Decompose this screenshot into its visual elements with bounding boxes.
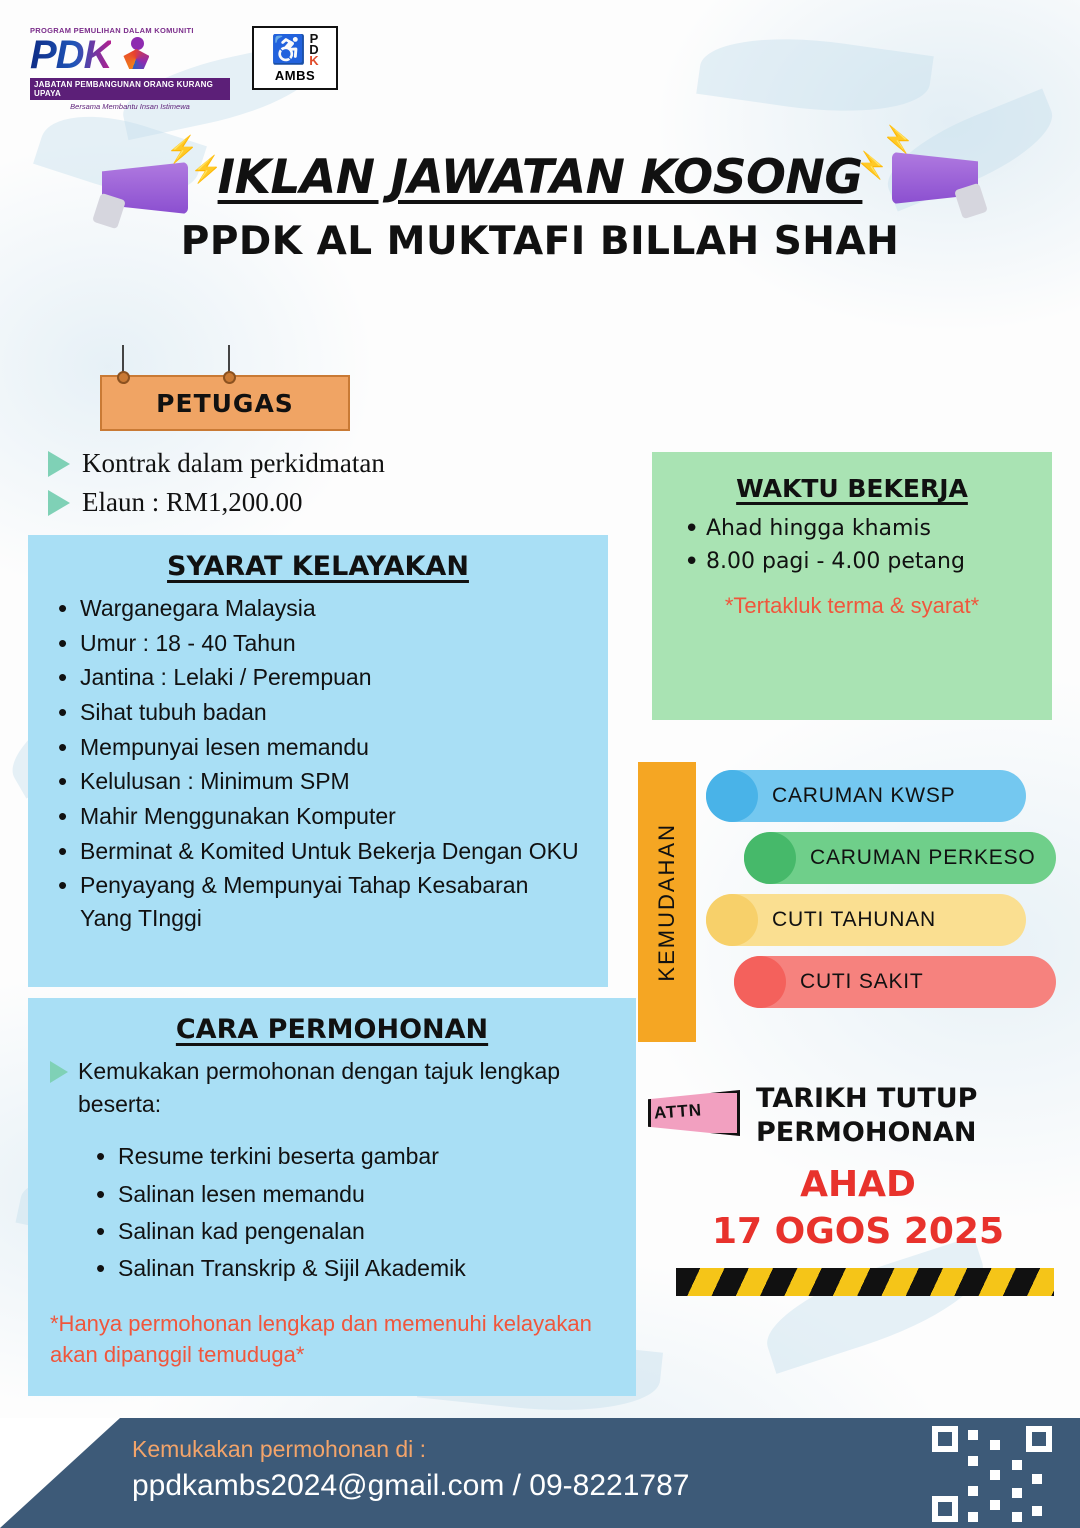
- arrow-bullet-icon: [48, 490, 70, 516]
- arrow-bullet-icon: [50, 1061, 68, 1083]
- kemudahan-label-bar: [638, 762, 696, 1042]
- waktu-bekerja-section: [652, 452, 1052, 720]
- cara-intro-text: Kemukakan permohonan dengan tajuk lengkap beserta:: [78, 1058, 561, 1117]
- petugas-sign: [100, 345, 350, 431]
- arrow-bullet-icon: [48, 451, 70, 477]
- sign-bolt-left-icon: [117, 371, 130, 384]
- tarikh-title: [756, 1082, 977, 1150]
- attention-megaphone-icon: [648, 1082, 744, 1144]
- cara-intro: [50, 1055, 614, 1120]
- list-item: • Kelulusan : Minimum SPM: [50, 765, 586, 798]
- list-item: • Sihat tubuh badan: [50, 696, 586, 729]
- kemudahan-item: [706, 770, 1026, 822]
- cara-permohonan-section: [28, 998, 636, 1396]
- petugas-label: PETUGAS: [156, 388, 294, 418]
- kemudahan-section: [638, 762, 1058, 1042]
- kemudahan-item-label: CARUMAN KWSP: [772, 784, 956, 807]
- petugas-point-text: Kontrak dalam perkidmatan: [82, 448, 385, 478]
- petugas-points: [48, 448, 648, 526]
- megaphone-right-icon: ⚡ ⚡: [868, 130, 988, 220]
- list-item: • Resume terkini beserta gambar: [90, 1138, 614, 1175]
- poster-subtitle: PPDK AL MUKTAFI BILLAH SHAH: [180, 219, 900, 264]
- list-item: • 8.00 pagi - 4.00 petang: [676, 546, 1028, 577]
- list-item: • Salinan Transkrip & Sijil Akademik: [90, 1250, 614, 1287]
- kemudahan-dot-icon: [744, 832, 796, 884]
- ambs-pdk-letters: [309, 31, 319, 69]
- kemudahan-item: [706, 894, 1026, 946]
- kemudahan-dot-icon: [706, 894, 758, 946]
- pdk-logo: [30, 26, 230, 111]
- kemudahan-label: KEMUDAHAN: [654, 822, 679, 982]
- wheelchair-icon: ♿: [271, 33, 307, 65]
- list-item: • Mempunyai lesen memandu: [50, 731, 586, 764]
- list-item: • Warganegara Malaysia: [50, 592, 586, 625]
- waktu-list: [676, 513, 1028, 577]
- pdk-logo-tagline: Bersama Membantu Insan Istimewa: [70, 102, 190, 111]
- tarikh-title-line1: TARIKH TUTUP: [756, 1083, 978, 1114]
- kemudahan-item-label: CARUMAN PERKESO: [810, 846, 1036, 869]
- cara-list: [90, 1138, 614, 1287]
- list-item: • Umur : 18 - 40 Tahun: [50, 627, 586, 660]
- list-item: • Salinan lesen memandu: [90, 1176, 614, 1213]
- sign-bolt-right-icon: [223, 371, 236, 384]
- list-item: • Jantina : Lelaki / Perempuan: [50, 661, 586, 694]
- petugas-point: [48, 448, 648, 479]
- sign-strings: [100, 345, 350, 375]
- syarat-title: SYARAT KELAYAKAN: [167, 551, 469, 582]
- tarikh-title-line2: PERMOHONAN: [756, 1116, 977, 1148]
- tarikh-tutup-section: [648, 1082, 1068, 1296]
- cara-note: *Hanya permohonan lengkap dan memenuhi kelayakan akan dipanggil temuduga*: [50, 1311, 592, 1368]
- petugas-point: [48, 487, 648, 518]
- kemudahan-item: [734, 956, 1056, 1008]
- page-title: [0, 150, 1080, 264]
- footer-label: Kemukakan permohonan di :: [132, 1436, 427, 1462]
- tarikh-day: AHAD: [800, 1163, 916, 1205]
- hazard-stripe: [676, 1268, 1054, 1296]
- ambs-letter-d: D: [309, 42, 319, 58]
- kemudahan-dot-icon: [734, 956, 786, 1008]
- pdk-person-icon: [117, 37, 157, 73]
- tarikh-date: 17 OGOS 2025: [711, 1210, 1005, 1252]
- pdk-logo-toptext: PROGRAM PEMULIHAN DALAM KOMUNITI: [30, 26, 194, 35]
- list-item: • Berminat & Komited Untuk Bekerja Dengan OKU: [50, 835, 586, 868]
- qr-code: [932, 1426, 1052, 1522]
- footer-wedge: [0, 1418, 120, 1528]
- pdk-logo-band: JABATAN PEMBANGUNAN ORANG KURANG UPAYA: [30, 78, 230, 100]
- list-item: • Mahir Menggunakan Komputer: [50, 800, 586, 833]
- ambs-logo-word: AMBS: [274, 68, 316, 84]
- waktu-title: WAKTU BEKERJA: [736, 474, 968, 503]
- waktu-note: *Tertakluk terma & syarat*: [724, 593, 980, 619]
- kemudahan-item-label: CUTI TAHUNAN: [772, 908, 936, 931]
- kemudahan-dot-icon: [706, 770, 758, 822]
- footer: [0, 1418, 1080, 1528]
- kemudahan-item: [744, 832, 1056, 884]
- kemudahan-item-label: CUTI SAKIT: [800, 970, 924, 993]
- ambs-letter-p: P: [309, 31, 319, 46]
- ambs-letter-k: K: [309, 53, 319, 69]
- syarat-kelayakan-section: [28, 535, 608, 987]
- list-item: • Penyayang & Mempunyai Tahap Kesabaran Yang TInggi: [50, 869, 586, 934]
- cara-title: CARA PERMOHONAN: [175, 1014, 489, 1045]
- pdk-logo-word: PDK: [30, 33, 112, 77]
- attn-label: ATTN: [653, 1100, 703, 1123]
- list-item: • Salinan kad pengenalan: [90, 1213, 614, 1250]
- megaphone-left-icon: ⚡ ⚡: [92, 140, 212, 230]
- petugas-point-text: Elaun : RM1,200.00: [82, 487, 303, 517]
- ambs-logo: [252, 26, 338, 90]
- poster-title: IKLAN JAWATAN KOSONG: [217, 150, 863, 205]
- logo-group: [30, 26, 338, 111]
- syarat-list: [50, 592, 586, 935]
- list-item: • Ahad hingga khamis: [676, 513, 1028, 544]
- footer-contact: ppdkambs2024@gmail.com / 09-8221787: [132, 1469, 690, 1502]
